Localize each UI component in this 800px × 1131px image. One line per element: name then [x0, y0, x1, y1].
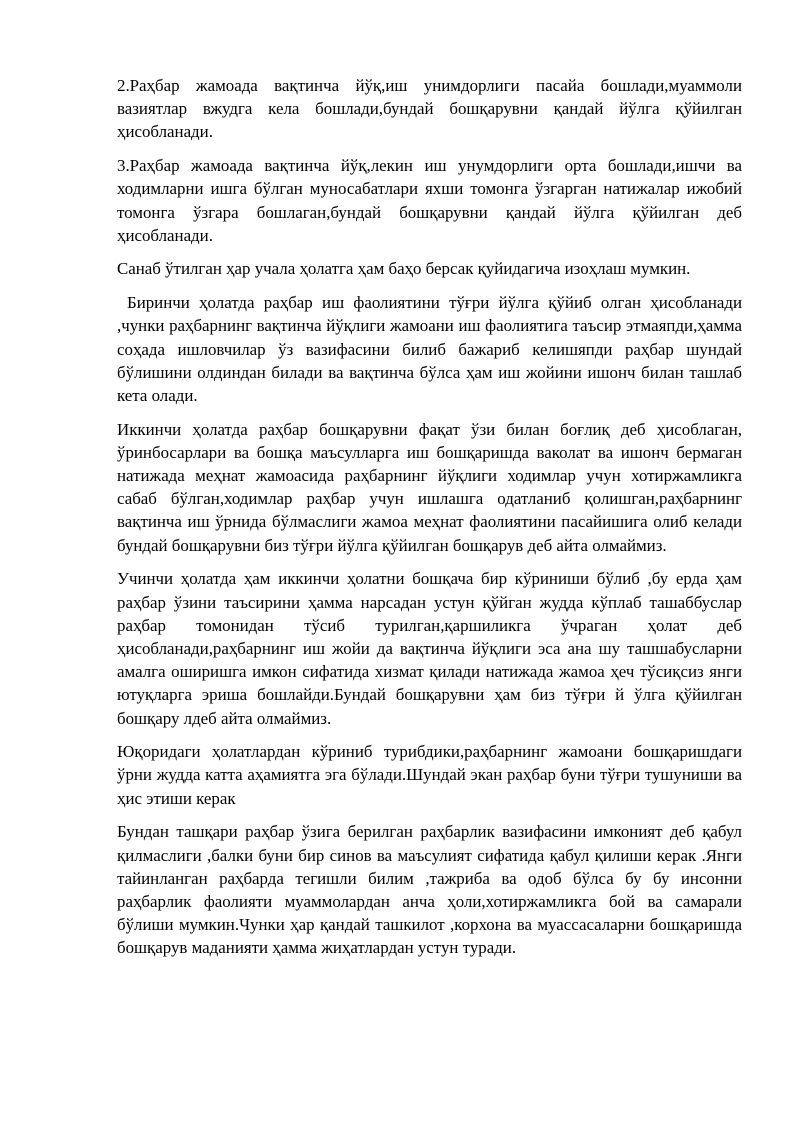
- paragraph-3: 3.Раҳбар жамоада вақтинча йўқ,лекин иш унумдорлиги орта бошлади,ишчи ва ходимларни ишга бўлган муносабатлари яхши томонга ўзгарган натижалар ижобий томонга ўзгара бошлаган,бундай бошқарувни қандай йўлга қўйилган деб ҳисобланади.: [117, 156, 742, 245]
- paragraph-conclusion: Юқоридаги ҳолатлардан кўриниб турибдики,раҳбарнинг жамоани бошқаришдаги ўрни жудда катта аҳамиятга эга бўлади.Шундай экан раҳбар буни тўғри тушуниши ва ҳис этиши керак: [117, 742, 742, 808]
- paragraph-final: Бундан ташқари раҳбар ўзига берилган раҳбарлик вазифасини имконият деб қабул қилмаслиги ,балки буни бир синов ва маъсулият сифатида қабул қилиши керак .Янги тайинланган раҳбарда тегишли билим ,тажриба ва одоб бўлса бу бу инсонни раҳбарлик фаолияти муаммолардан анча ҳоли,хотиржамликга бой ва самарали бўлиши мумкин.Чунки ҳар қандай ташкилот ,корхона ва муассасаларни бошқаришда бошқарув маданияти ҳамма жиҳатлардан устун туради.: [117, 822, 742, 958]
- paragraph-third-case: Учинчи ҳолатда ҳам иккинчи ҳолатни бошқача бир кўриниши бўлиб ,бу ерда ҳам раҳбар ўзини таъсирини ҳамма нарсадан устун қўйган жудда кўплаб ташаббуслар раҳбар томонидан тўсиб турилган,қаршиликга ўчраган ҳолат деб ҳисобланади,раҳбарнинг иш жойи да вақтинча йўқлиги эса ана шу ташшабусларни амалга оширишга имкон сифатида хизмат қилади натижада жамоа ҳеч тўсиқсиз янги ютуқларга эриша бошлайди.Бундай бошқарувни ҳам биз тўғри й ўлга қўйилган бошқару лдеб айта олмаймиз.: [117, 569, 742, 728]
- document-body: [117, 74, 742, 970]
- paragraph-first-case: Биринчи ҳолатда раҳбар иш фаолиятини тўғри йўлга қўйиб олган ҳисобланади ,чунки раҳбарнинг вақтинча йўқлиги жамоани иш фаолиятига таъсир этмаяпди,ҳамма соҳада ишловчилар ўз вазифасини билиб бажариб келишяпди раҳбар шундай бўлишини олдиндан билади ва вақтинча бўлса ҳам иш жойини ишонч билан ташлаб кета олади.: [117, 293, 742, 405]
- paragraph-summary-intro: Санаб ўтилган ҳар учала ҳолатга ҳам баҳо берсак қуйидагича изоҳлаш мумкин.: [117, 259, 691, 279]
- paragraph-second-case: Иккинчи ҳолатда раҳбар бошқарувни фақат ўзи билан боғлиқ деб ҳисоблаган, ўринбосарлари ва бошқа маъсулларга иш бошқаришда ваколат ва ишонч бермаган натижада меҳнат жамоасида раҳбарнинг йўқлиги ходимлар учун хотиржамликга сабаб бўлган,ходимлар раҳбар учун ишлашга одатланиб қолишган,раҳбарнинг вақтинча иш ўрнида бўлмаслиги жамоа меҳнат фаолиятини пасайишига олиб келади бундай бошқарувни биз тўғри йўлга қўйилган бошқарув деб айта олмаймиз.: [117, 419, 742, 555]
- paragraph-2: 2.Раҳбар жамоада вақтинча йўқ,иш унимдорлиги пасайа бошлади,муаммоли вазиятлар вжудга кела бошлади,бундай бошқарувни қандай йўлга қўйилган ҳисобланади.: [117, 76, 742, 142]
